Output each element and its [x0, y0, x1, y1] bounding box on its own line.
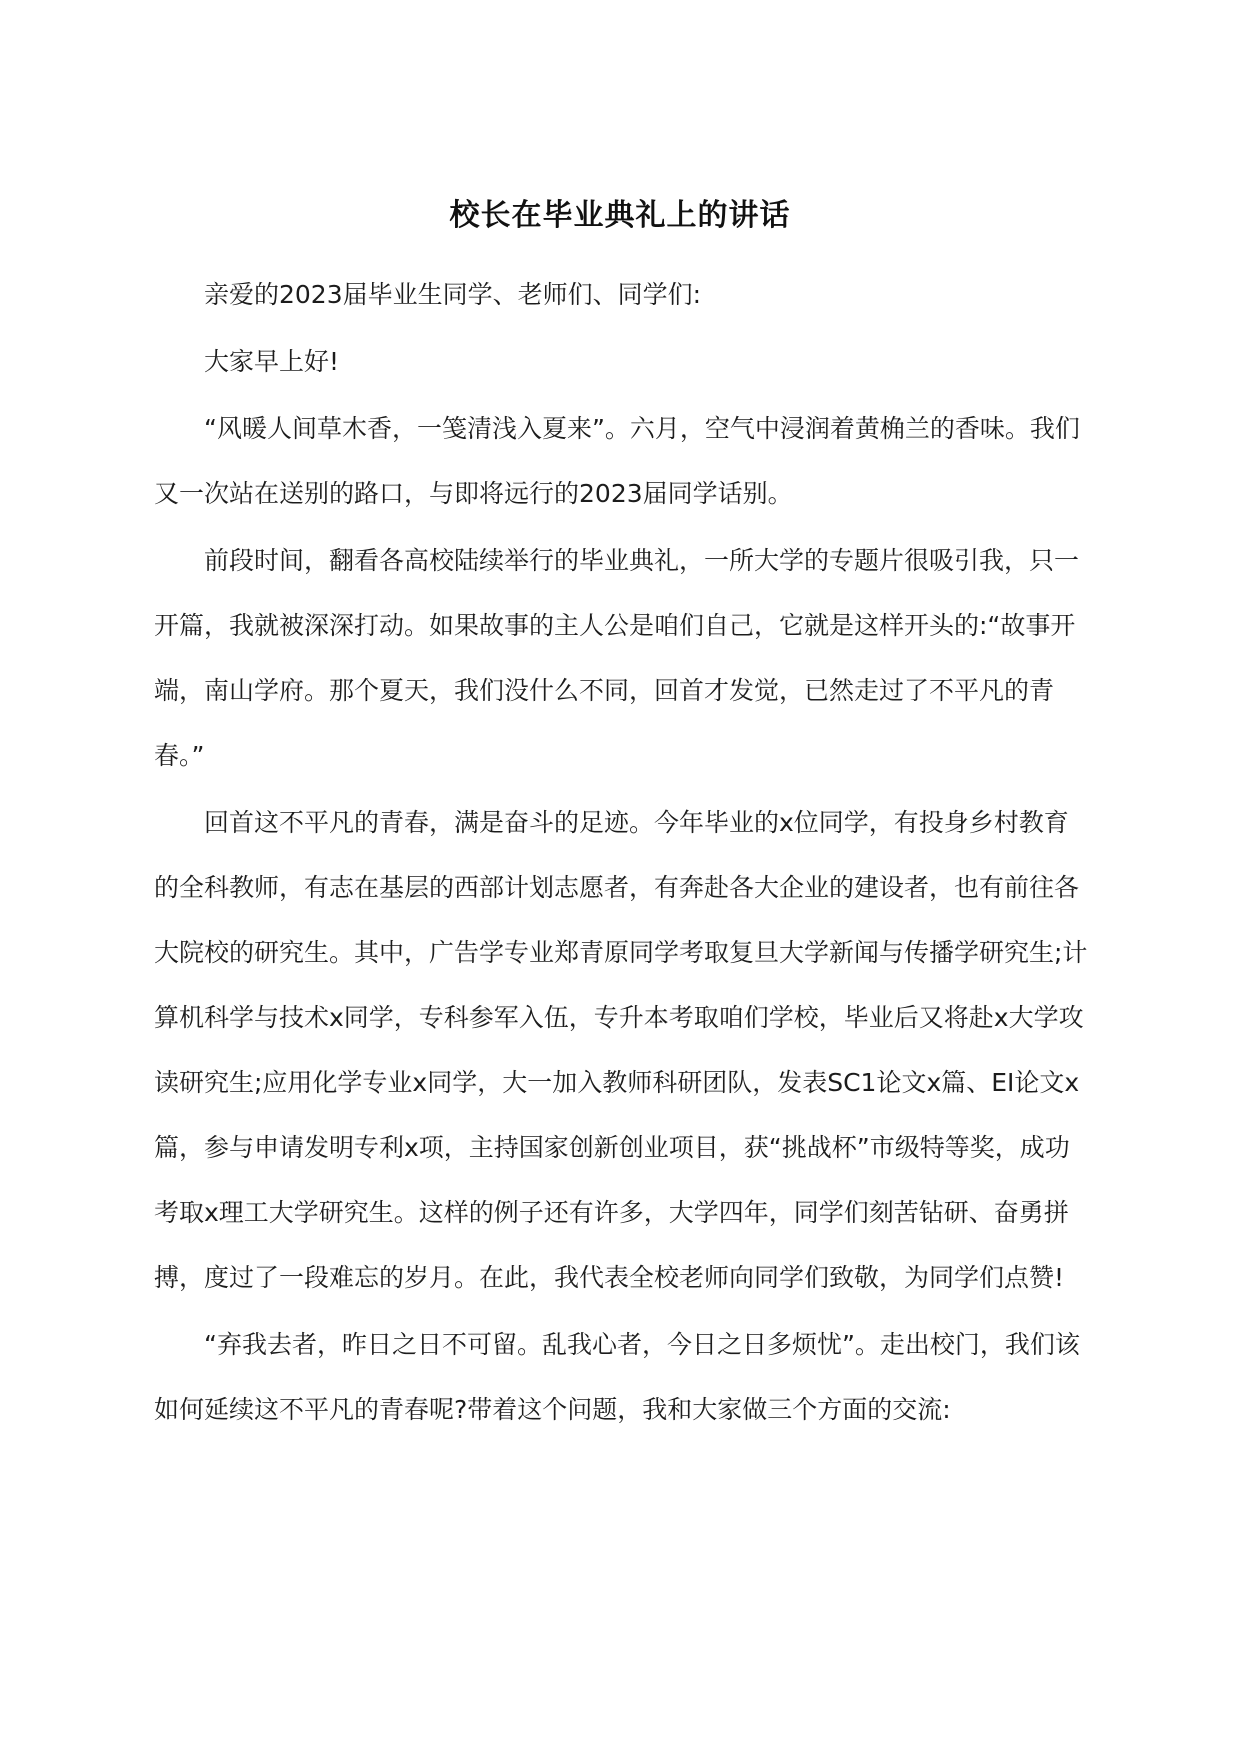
paragraph-transition: “弃我去者，昨日之日不可留。乱我心者，今日之日多烦忧”。走出校门，我们该如何延续这不平凡的青春呢?带着这个问题，我和大家做三个方面的交流: — [154, 1330, 1080, 1424]
paragraph-greeting: 大家早上好! — [204, 347, 340, 376]
paragraph-opening: “风暖人间草木香，一笺清浅入夏来”。六月，空气中浸润着黄桷兰的香味。我们又一次站在送别的路口，与即将远行的2023届同学话别。 — [154, 414, 1080, 508]
paragraph-story: 前段时间，翻看各高校陆续举行的毕业典礼，一所大学的专题片很吸引我，只一开篇，我就被深深打动。如果故事的主人公是咱们自己，它就是这样开头的:“故事开端，南山学府。那个夏天，我们没什么不同，回首才发觉，已然走过了不平凡的青春。” — [154, 546, 1080, 770]
document-body — [154, 262, 1089, 1442]
paragraph-achievements: 回首这不平凡的青春，满是奋斗的足迹。今年毕业的x位同学，有投身乡村教育的全科教师，有志在基层的西部计划志愿者，有奔赴各大企业的建设者，也有前往各大院校的研究生。其中，广告学专业郑青原同学考取复旦大学新闻与传播学研究生;计算机科学与技术x同学，专科参军入伍，专升本考取咱们学校，毕业后又将赴x大学攻读研究生;应用化学专业x同学，大一加入教师科研团队，发表SC1论文x篇、EI论文x篇，参与申请发明专利x项，主持国家创新创业项目，获“挑战杯”市级特等奖，成功考取x理工大学研究生。这样的例子还有许多，大学四年，同学们刻苦钻研、奋勇拼搏，度过了一段难忘的岁月。在此，我代表全校老师向同学们致敬，为同学们点赞! — [154, 808, 1088, 1292]
paragraph-salutation: 亲爱的2023届毕业生同学、老师们、同学们: — [204, 280, 702, 309]
page-title: 校长在毕业典礼上的讲话 — [449, 198, 791, 233]
